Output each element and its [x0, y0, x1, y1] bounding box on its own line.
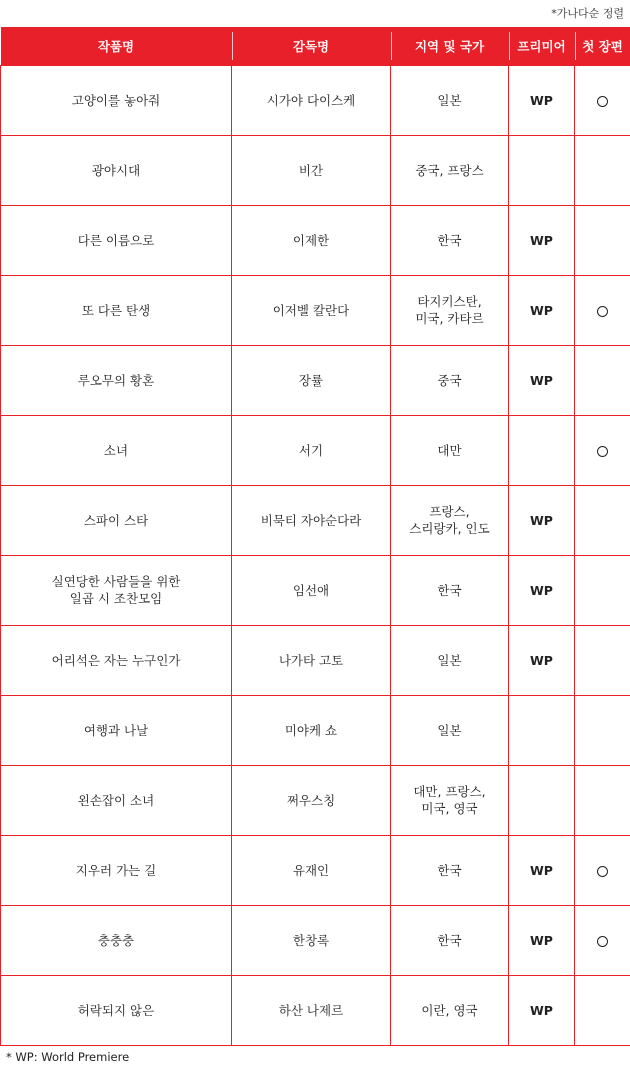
first-feature-cell: [575, 65, 630, 135]
film-table: [0, 27, 630, 1046]
title-cell-line: 실연당한 사람들을 위한: [51, 574, 181, 589]
region-cell-line: 프랑스,: [429, 504, 470, 519]
first-feature-cell: [575, 135, 630, 205]
header-region: 지역 및 국가: [391, 27, 509, 65]
title-cell-line: 어리석은 자는 누구인가: [51, 652, 181, 668]
region-cell: [391, 555, 509, 625]
region-cell-line: 한국: [437, 582, 462, 598]
header-premiere: 프리미어: [509, 27, 575, 65]
title-cell: [1, 625, 232, 695]
premiere-cell: [509, 765, 575, 835]
premiere-cell: [509, 695, 575, 765]
title-cell: [1, 65, 232, 135]
header-title: 작품명: [97, 38, 135, 54]
director-cell: 이저벨 칼란다: [232, 275, 391, 345]
region-cell: [391, 275, 509, 345]
table-row: [1, 905, 630, 975]
title-cell-line: 소녀: [103, 442, 129, 458]
title-cell-line: 고양이를 놓아줘: [71, 92, 161, 108]
title-cell: [1, 905, 232, 975]
circle-mark-icon: [597, 446, 608, 457]
table-row: [1, 485, 630, 555]
region-cell-line: 미국, 영국: [421, 801, 478, 816]
title-cell-line: 여행과 나날: [83, 722, 149, 738]
region-cell-line: 중국, 프랑스: [415, 162, 484, 178]
premiere-cell: WP: [509, 275, 575, 345]
region-cell: [391, 835, 509, 905]
director-cell: 서기: [232, 415, 391, 485]
table-row: [1, 625, 630, 695]
premiere-cell: WP: [509, 625, 575, 695]
first-feature-cell: [575, 905, 630, 975]
title-cell-line: 지우러 가는 길: [75, 862, 157, 878]
title-cell-line: 충충충: [97, 932, 135, 948]
table-row: [1, 555, 630, 625]
region-cell: [391, 205, 509, 275]
premiere-cell: WP: [509, 555, 575, 625]
title-cell: [1, 275, 232, 345]
region-cell: [391, 695, 509, 765]
circle-mark-icon: [597, 96, 608, 107]
premiere-cell: WP: [509, 205, 575, 275]
table-header-row: [1, 27, 630, 65]
director-cell: 미야케 쇼: [232, 695, 391, 765]
region-cell-line: 대만: [437, 442, 462, 458]
premiere-cell: [509, 415, 575, 485]
footnote: * WP: World Premiere: [6, 1050, 130, 1064]
region-cell-line: 한국: [437, 232, 462, 248]
region-cell-line: 타지키스탄,: [417, 294, 482, 309]
region-cell: [391, 345, 509, 415]
title-cell: [1, 205, 232, 275]
region-cell-line: 일본: [437, 92, 462, 108]
director-cell: 이제한: [232, 205, 391, 275]
premiere-cell: WP: [509, 905, 575, 975]
region-cell-line: 대만, 프랑스,: [413, 784, 486, 799]
director-cell: 유재인: [232, 835, 391, 905]
region-cell: [391, 905, 509, 975]
title-cell-line: 또 다른 탄생: [81, 302, 151, 318]
table-body: [1, 65, 630, 1045]
region-cell: [391, 485, 509, 555]
title-cell: [1, 765, 232, 835]
table-row: [1, 135, 630, 205]
table-row: [1, 695, 630, 765]
director-cell: 비간: [232, 135, 391, 205]
region-cell-line: 중국: [437, 372, 462, 388]
circle-mark-icon: [597, 866, 608, 877]
region-cell-line: 한국: [437, 932, 462, 948]
director-cell: 한창록: [232, 905, 391, 975]
title-cell-line: 왼손잡이 소녀: [77, 792, 155, 808]
title-cell-line: 다른 이름으로: [77, 232, 155, 248]
region-cell-line: 한국: [437, 862, 462, 878]
first-feature-cell: [575, 345, 630, 415]
title-cell-line: 허락되지 않은: [77, 1002, 155, 1018]
title-cell: [1, 415, 232, 485]
director-cell: 하산 나제르: [232, 975, 391, 1045]
sort-note: *가나다순 정렬: [551, 7, 624, 20]
first-feature-cell: [575, 415, 630, 485]
director-cell: 나가타 고토: [232, 625, 391, 695]
region-cell-line: 이란, 영국: [421, 1002, 478, 1018]
table-row: [1, 415, 630, 485]
director-cell: 시가야 다이스케: [232, 65, 391, 135]
region-cell: [391, 65, 509, 135]
first-feature-cell: [575, 555, 630, 625]
table-row: [1, 975, 630, 1045]
title-cell-line: 일곱 시 조찬모임: [69, 591, 163, 606]
circle-mark-icon: [597, 306, 608, 317]
director-cell: 쩌우스칭: [232, 765, 391, 835]
region-cell-line: 스리랑카, 인도: [409, 521, 490, 536]
region-cell-line: 일본: [437, 722, 462, 738]
table-row: [1, 65, 630, 135]
table-row: [1, 765, 630, 835]
table-row: [1, 345, 630, 415]
title-cell: [1, 555, 232, 625]
premiere-cell: WP: [509, 485, 575, 555]
region-cell-line: 미국, 카타르: [415, 311, 484, 326]
header-first-feature: 첫 장편: [575, 27, 630, 65]
premiere-cell: WP: [509, 975, 575, 1045]
region-cell: [391, 975, 509, 1045]
title-cell: [1, 485, 232, 555]
premiere-cell: WP: [509, 835, 575, 905]
title-cell: [1, 835, 232, 905]
table-row: [1, 835, 630, 905]
title-cell: [1, 975, 232, 1045]
first-feature-cell: [575, 275, 630, 345]
region-cell: [391, 415, 509, 485]
table-row: [1, 205, 630, 275]
region-cell: [391, 135, 509, 205]
director-cell: 장률: [232, 345, 391, 415]
circle-mark-icon: [597, 936, 608, 947]
title-cell: [1, 695, 232, 765]
premiere-cell: WP: [509, 345, 575, 415]
region-cell-line: 일본: [437, 652, 462, 668]
first-feature-cell: [575, 695, 630, 765]
region-cell: [391, 765, 509, 835]
first-feature-cell: [575, 765, 630, 835]
first-feature-cell: [575, 975, 630, 1045]
first-feature-cell: [575, 625, 630, 695]
director-cell: 비묵티 자야순다라: [232, 485, 391, 555]
first-feature-cell: [575, 485, 630, 555]
first-feature-cell: [575, 205, 630, 275]
title-cell: [1, 135, 232, 205]
region-cell: [391, 625, 509, 695]
title-cell: [1, 345, 232, 415]
premiere-cell: [509, 135, 575, 205]
first-feature-cell: [575, 835, 630, 905]
premiere-cell: WP: [509, 65, 575, 135]
title-cell-line: 광야시대: [91, 162, 141, 178]
header-director: 감독명: [232, 27, 391, 65]
table-row: [1, 275, 630, 345]
title-cell-line: 루오무의 황혼: [77, 372, 155, 388]
director-cell: 임선애: [232, 555, 391, 625]
title-cell-line: 스파이 스타: [83, 512, 149, 528]
